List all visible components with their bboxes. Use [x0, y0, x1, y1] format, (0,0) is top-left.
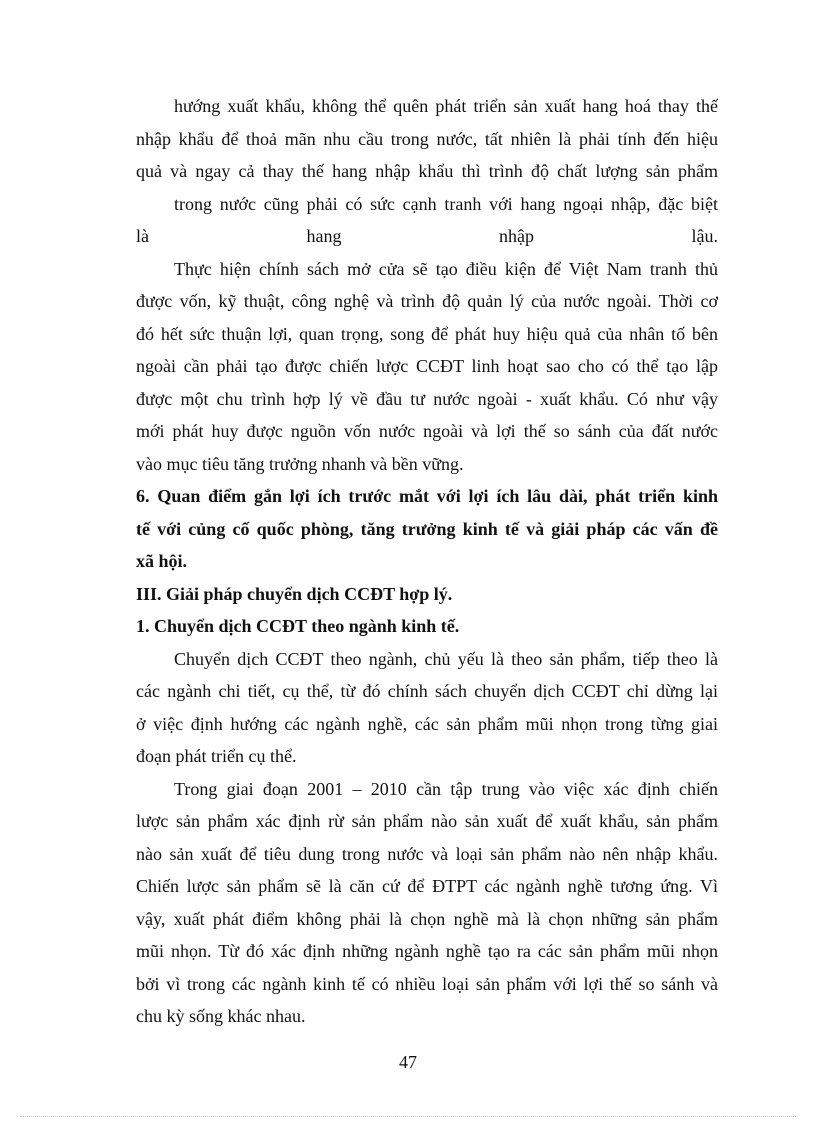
paragraph-line: vậy, xuất phát điểm không phải là chọn nghề mà là chọn những sản phẩm — [136, 908, 718, 929]
heading-line: 1. Chuyển dịch CCĐT theo ngành kinh tế. — [136, 616, 460, 636]
paragraph-line: mới phát huy được nguồn vốn nước ngoài và lợi thế so sánh của đất nước — [136, 421, 718, 441]
paragraph-line: Chuyển dịch CCĐT theo ngành, chủ yếu là theo sản phẩm, tiếp theo là — [174, 648, 718, 669]
heading-line: tế với củng cố quốc phòng, tăng trưởng kinh tế và giải pháp các vấn đề — [136, 518, 718, 539]
paragraph-line: Chiến lược sản phẩm sẽ là căn cứ để ĐTPT các ngành nghề tương ứng. Vì — [136, 876, 718, 896]
document-body — [136, 90, 718, 1033]
paragraph-line: Trong giai đoạn 2001 – 2010 cần tập trung vào việc xác định chiến — [174, 778, 718, 799]
paragraph-line: mũi nhọn. Từ đó xác định những ngành nghề tạo ra các sản phẩm mũi nhọn — [136, 941, 718, 961]
paragraph-line: nào sản xuất để tiêu dung trong nước và loại sản phẩm nào nên nhập khẩu. — [136, 843, 718, 864]
paragraph-line: nhập khẩu để thoả mãn nhu cầu trong nước, tất nhiên là phải tính đến hiệu — [136, 128, 718, 149]
paragraph-line: được vốn, kỹ thuật, công nghệ và trình độ quản lý của nước ngoài. Thời cơ — [136, 291, 718, 311]
paragraph-line: các ngành chi tiết, cụ thể, từ đó chính sách chuyển dịch CCĐT chỉ dừng lại — [136, 681, 718, 701]
paragraph-line: quả và ngay cả thay thế hang nhập khẩu thì trình độ chất lượng sản phẩm — [136, 161, 718, 181]
paragraph-line: là hang nhập lậu. — [136, 226, 718, 246]
heading-line: III. Giải pháp chuyển dịch CCĐT hợp lý. — [136, 583, 453, 604]
page-number: 47 — [399, 1052, 417, 1072]
paragraph-line: trong nước cũng phải có sức cạnh tranh với hang ngoại nhập, đặc biệt — [174, 193, 718, 214]
paragraph-line: vào mục tiêu tăng trưởng nhanh và bền vững. — [136, 453, 464, 474]
paragraph-line: chu kỳ sống khác nhau. — [136, 1006, 306, 1026]
paragraph-line: đoạn phát triển cụ thể. — [136, 746, 297, 766]
paragraph-line: bởi vì trong các ngành kinh tế có nhiều loại sản phẩm với lợi thế so sánh và — [136, 973, 718, 994]
paragraph-line: đó hết sức thuận lợi, quan trọng, song để phát huy hiệu quả của nhân tố bên — [136, 323, 718, 344]
paragraph-line: ở việc định hướng các ngành nghề, các sản phẩm mũi nhọn trong từng giai — [136, 713, 718, 734]
heading-line: 6. Quan điểm gắn lợi ích trước mắt với lợi ích lâu dài, phát triển kinh — [136, 486, 718, 506]
paragraph-line: hướng xuất khẩu, không thể quên phát triển sản xuất hang hoá thay thế — [174, 96, 718, 116]
heading-line: xã hội. — [136, 551, 188, 571]
page-bottom-border — [20, 1116, 796, 1117]
paragraph-line: lược sản phẩm xác định rừ sản phẩm nào sản xuất để xuất khẩu, sản phẩm — [136, 811, 718, 831]
paragraph-line: ngoài cần phải tạo được chiến lược CCĐT linh hoạt sao cho có thể tạo lập — [136, 356, 718, 376]
paragraph-line: Thực hiện chính sách mở cửa sẽ tạo điều kiện để Việt Nam tranh thủ — [174, 258, 718, 279]
paragraph-line: được một chu trình hợp lý về đầu tư nước ngoài - xuất khẩu. Có như vậy — [136, 388, 718, 409]
